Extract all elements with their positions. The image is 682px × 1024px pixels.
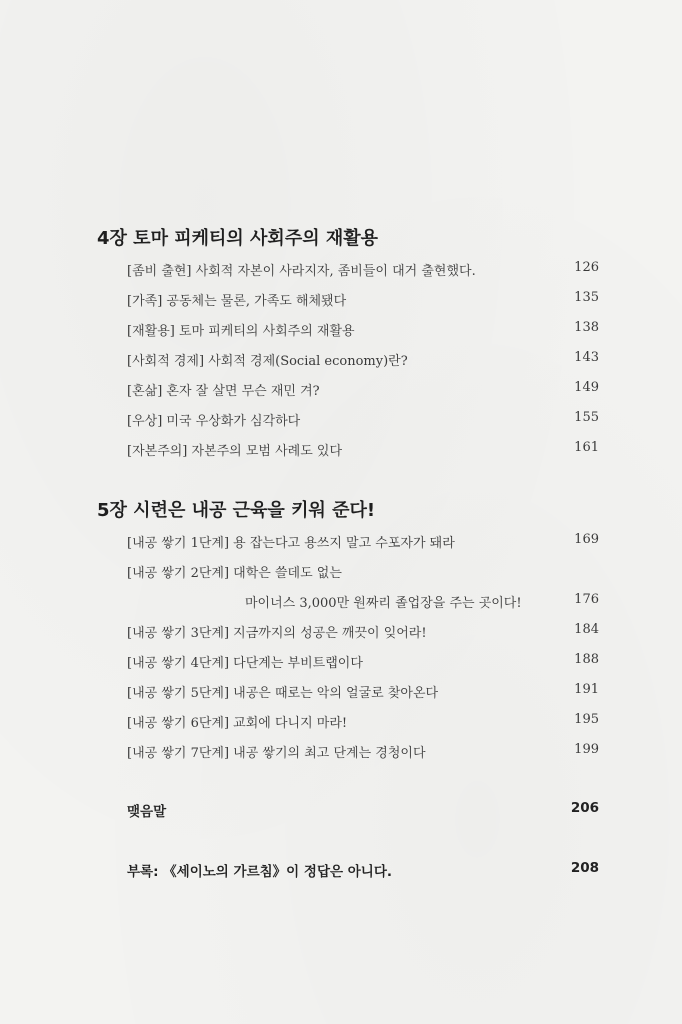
toc-entry <box>127 260 599 282</box>
toc-entry-page: 169 <box>574 532 599 547</box>
toc-entry <box>127 652 599 674</box>
toc-entry-title: [혼삶] 혼자 잘 살면 무슨 재민 겨? <box>127 384 320 399</box>
toc-entry-page: 126 <box>574 260 599 275</box>
toc-entry-continuation <box>127 592 599 614</box>
toc-entry-page: 191 <box>574 682 599 697</box>
toc-entry <box>127 350 599 372</box>
toc-entry-title: [자본주의] 자본주의 모범 사례도 있다 <box>127 444 343 459</box>
toc-entry-page: 161 <box>574 440 599 455</box>
toc-entry-title: [내공 쌓기 4단계] 다단계는 부비트랩이다 <box>127 656 363 671</box>
closing-title: 맺음말 <box>127 804 167 820</box>
toc-entry-page: 149 <box>574 380 599 395</box>
toc-entry-title: [내공 쌓기 6단계] 교회에 다니지 마라! <box>127 716 348 731</box>
toc-entry-page: 199 <box>574 742 599 757</box>
closing-entry <box>127 800 599 822</box>
toc-entry <box>127 742 599 764</box>
toc-entry <box>127 622 599 644</box>
toc-entry <box>127 380 599 402</box>
toc-entry <box>127 410 599 432</box>
toc-entry-page: 135 <box>574 290 599 305</box>
toc-entry-page: 195 <box>574 712 599 727</box>
toc-entry-title: [내공 쌓기 7단계] 내공 쌓기의 최고 단계는 경청이다 <box>127 746 426 761</box>
toc-entry-title: 마이너스 3,000만 원짜리 졸업장을 주는 곳이다! <box>245 596 522 611</box>
toc-entry-page: 138 <box>574 320 599 335</box>
toc-entry <box>127 682 599 704</box>
toc-entry <box>127 440 599 462</box>
toc-entry <box>127 290 599 312</box>
toc-entry-title: [가족] 공동체는 물론, 가족도 해체됐다 <box>127 294 347 309</box>
toc-entry-page: 155 <box>574 410 599 425</box>
toc-entry <box>127 712 599 734</box>
toc-entry-page: 188 <box>574 652 599 667</box>
toc-entry-title: [내공 쌓기 2단계] 대학은 쓸데도 없는 <box>127 566 342 581</box>
toc-entry <box>127 562 599 584</box>
toc-entry <box>127 532 599 554</box>
toc-entry-title: [사회적 경제] 사회적 경제(Social economy)란? <box>127 354 408 369</box>
toc-entry-title: [내공 쌓기 1단계] 용 잡는다고 용쓰지 말고 수포자가 돼라 <box>127 536 455 551</box>
toc-entry-page: 176 <box>574 592 599 607</box>
toc-entry-title: [우상] 미국 우상화가 심각하다 <box>127 414 301 429</box>
chapter-5-title: 5장 시련은 내공 근육을 키워 준다! <box>97 500 376 521</box>
toc-entry-title: [내공 쌓기 3단계] 지금까지의 성공은 깨끗이 잊어라! <box>127 626 427 641</box>
toc-entry-title: [재활용] 토마 피케티의 사회주의 재활용 <box>127 324 355 339</box>
appendix-page: 208 <box>570 860 599 876</box>
toc-entry-page: 184 <box>574 622 599 637</box>
toc-entry-page: 143 <box>574 350 599 365</box>
closing-page: 206 <box>570 800 599 816</box>
toc-entry-title: [내공 쌓기 5단계] 내공은 때로는 악의 얼굴로 찾아온다 <box>127 686 439 701</box>
toc-entry-title: [좀비 출현] 사회적 자본이 사라지자, 좀비들이 대거 출현했다. <box>127 264 476 279</box>
toc-entry <box>127 320 599 342</box>
chapter-4-title: 4장 토마 피케티의 사회주의 재활용 <box>97 228 379 249</box>
appendix-title: 부록: 《세이노의 가르침》이 정답은 아니다. <box>127 864 392 880</box>
appendix-entry <box>127 860 599 882</box>
